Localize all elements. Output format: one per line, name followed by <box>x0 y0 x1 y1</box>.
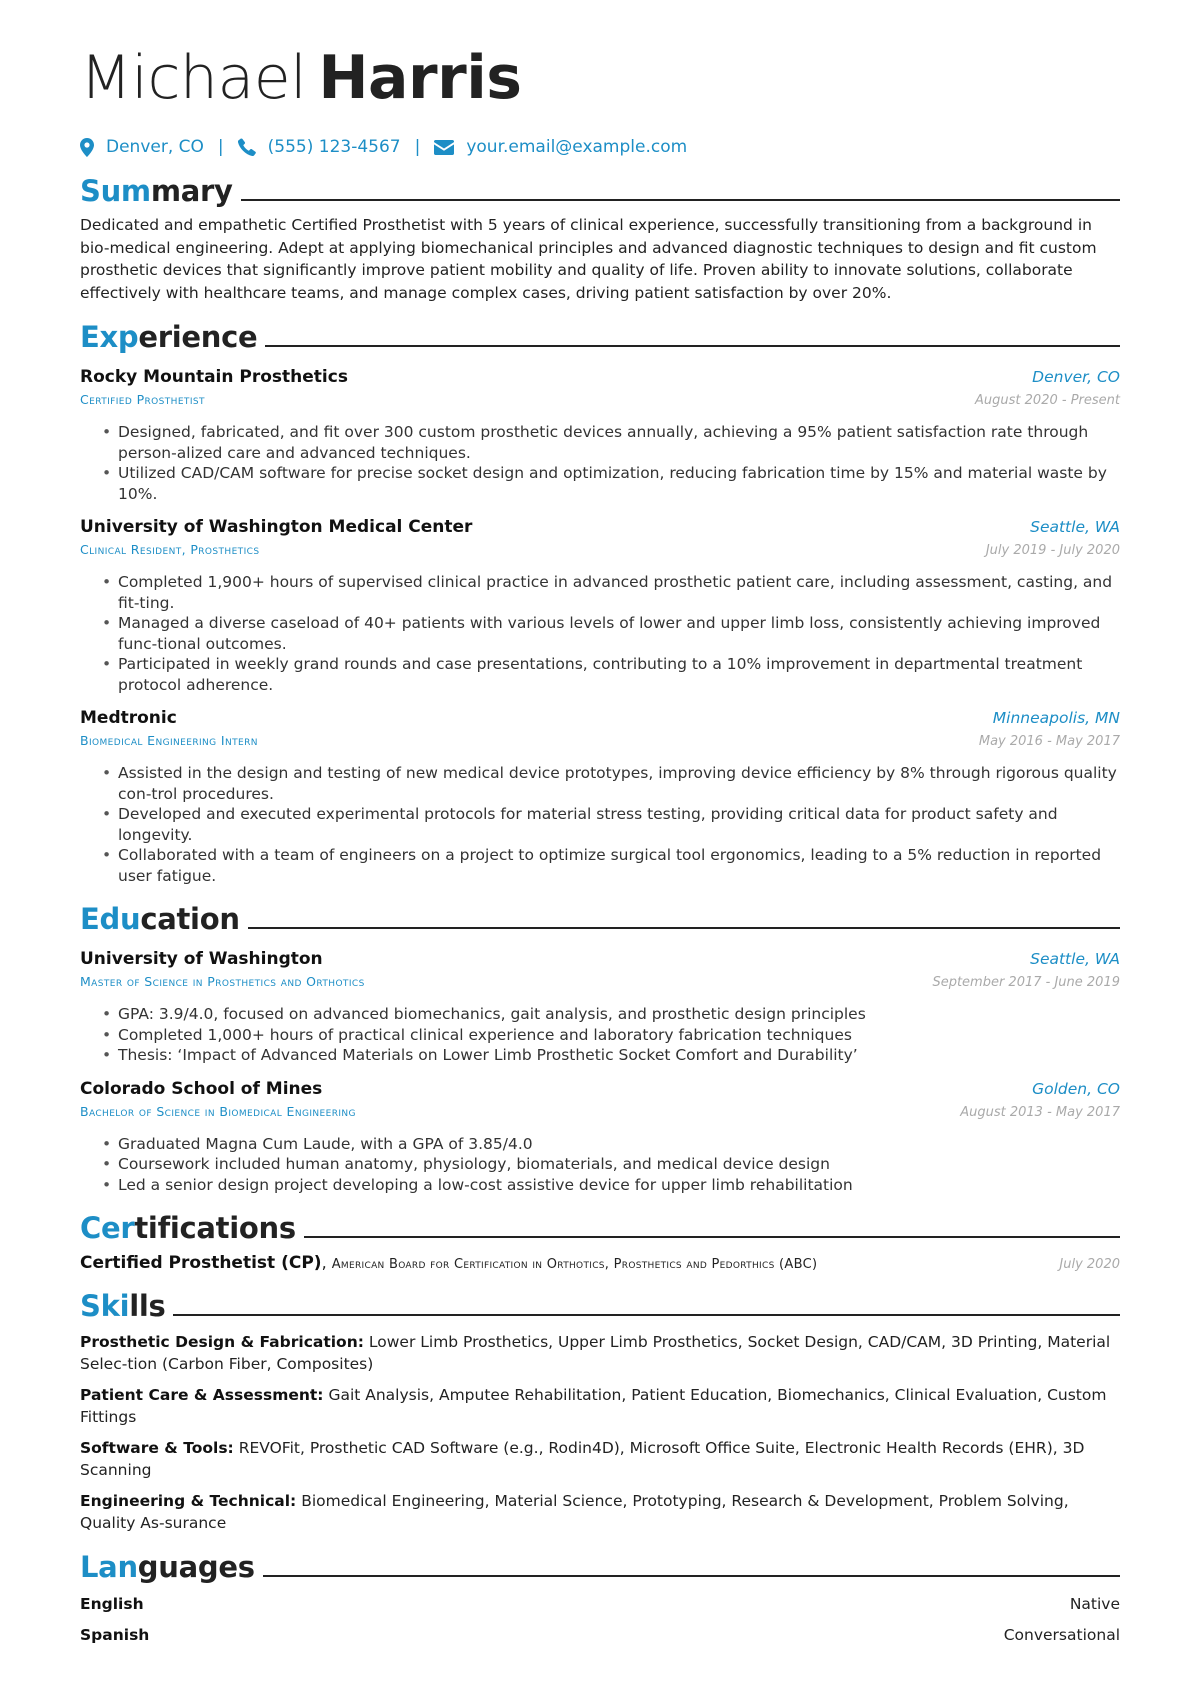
job-dates: July 2019 - July 2020 <box>985 543 1120 558</box>
job-dates: August 2020 - Present <box>975 393 1120 408</box>
skill-group <box>80 1490 1120 1534</box>
last-name: Harris <box>318 43 522 113</box>
experience-entry <box>80 514 1120 695</box>
section-rule <box>173 1314 1120 1316</box>
bullet-item: • Graduated Magna Cum Laude, with a GPA of 3.85/4.0 <box>102 1134 1120 1155</box>
bullet-item: • GPA: 3.9/4.0, focused on advanced biomechanics, gait analysis, and prosthetic design principles <box>102 1004 1120 1025</box>
bullet-item: • Thesis: ‘Impact of Advanced Materials on Lower Limb Prosthetic Socket Comfort and Durability’ <box>102 1045 1120 1066</box>
skill-group <box>80 1331 1120 1375</box>
section-rule <box>248 927 1120 929</box>
education-entry <box>80 946 1120 1066</box>
section-rule <box>263 1575 1120 1577</box>
map-pin-icon <box>80 138 94 157</box>
email-text: your.email@example.com <box>466 137 688 157</box>
experience-entry <box>80 364 1120 504</box>
language-name: English <box>80 1595 144 1613</box>
job-title: Clinical Resident, Prosthetics <box>80 542 260 557</box>
certifications-section <box>80 1207 1120 1273</box>
skill-label: Prosthetic Design & Fabrication: <box>80 1333 364 1351</box>
bullet-item: • Participated in weekly grand rounds and case presentations, contributing to a 10% improvement in departmental treatment protocol adherence. <box>102 654 1120 695</box>
bullet-list <box>102 1134 1120 1196</box>
degree: Master of Science in Prosthetics and Orthotics <box>80 974 365 989</box>
section-heading <box>80 1546 1120 1584</box>
employer-name: University of Washington Medical Center <box>80 517 473 537</box>
contact-line <box>80 134 1120 160</box>
section-heading <box>80 316 1120 354</box>
bullet-item: • Collaborated with a team of engineers on a project to optimize surgical tool ergonomics, leading to a 5% reduction in reported user fatigue. <box>102 845 1120 886</box>
experience-entry <box>80 705 1120 886</box>
contact-phone[interactable] <box>238 137 401 157</box>
bullet-list <box>102 422 1120 504</box>
skills-section <box>80 1285 1120 1534</box>
first-name: Michael <box>80 43 307 113</box>
summary-text: Dedicated and empathetic Certified Prosthetist with 5 years of clinical experience, successfully transitioning from a background in bio-medical engineering. Adept at applying biomechanical principles and advanced diagnostic techniques to design and fit custom prosthetic devices that significantly improve patient mobility and quality of life. Proven ability to innovate solutions, collaborate effectively with healthcare teams, and manage complex cases, driving patient satisfaction by over 20%. <box>80 216 1097 302</box>
employer-name: Rocky Mountain Prosthetics <box>80 367 348 387</box>
skill-label: Patient Care & Assessment: <box>80 1386 324 1404</box>
bullet-item: • Completed 1,000+ hours of practical clinical experience and laboratory fabrication techniques <box>102 1025 1120 1046</box>
skill-values: Biomedical Engineering, Material Science, Prototyping, Research & Development, Problem Solving, Quality As-surance <box>80 1492 1069 1532</box>
candidate-name <box>80 36 1120 120</box>
education-section <box>80 898 1120 1195</box>
degree: Bachelor of Science in Biomedical Engineering <box>80 1103 356 1119</box>
skill-label: Software & Tools: <box>80 1439 234 1457</box>
school-name: University of Washington <box>80 949 323 969</box>
bullet-item: • Designed, fabricated, and fit over 300 custom prosthetic devices annually, achieving a 95% patient satisfaction rate through person-alized care and advanced techniques. <box>102 422 1120 463</box>
certification-comma: , <box>321 1253 332 1272</box>
resume-page <box>80 36 1120 1646</box>
skill-values: REVOFit, Prosthetic CAD Software (e.g., Rodin4D), Microsoft Office Suite, Electronic Health Records (EHR), 3D Scanning <box>80 1439 1085 1479</box>
school-name: Colorado School of Mines <box>80 1078 323 1099</box>
languages-section <box>80 1546 1120 1646</box>
section-heading <box>80 170 1120 208</box>
job-location: Seattle, WA <box>1030 518 1120 536</box>
envelope-icon <box>434 140 454 155</box>
skill-group <box>80 1384 1120 1428</box>
section-heading <box>80 1207 1120 1245</box>
skill-values: Lower Limb Prosthetics, Upper Limb Prosthetics, Socket Design, CAD/CAM, 3D Printing, Material Selec-tion (Carbon Fiber, Composites) <box>80 1333 1111 1373</box>
section-title: Languages <box>80 1550 255 1584</box>
bullet-item: • Completed 1,900+ hours of supervised clinical practice in advanced prosthetic patient care, including assessment, casting, and fit-ting. <box>102 572 1120 613</box>
job-title: Certified Prosthetist <box>80 392 205 407</box>
bullet-item: • Managed a diverse caseload of 40+ patients with various levels of lower and upper limb loss, consistently achieving improved func-tional outcomes. <box>102 613 1120 654</box>
bullet-list <box>102 1004 1120 1066</box>
bullet-list <box>102 572 1120 695</box>
bullet-item: • Assisted in the design and testing of new medical device prototypes, improving device efficiency by 8% through rigorous quality con-trol procedures. <box>102 763 1120 804</box>
school-location: Golden, CO <box>1032 1079 1120 1098</box>
phone-text: (555) 123-4567 <box>267 137 401 157</box>
bullet-item: • Utilized CAD/CAM software for precise socket design and optimization, reducing fabrication time by 15% and material waste by 10%. <box>102 463 1120 504</box>
contact-separator: | <box>217 137 224 157</box>
section-rule <box>304 1236 1120 1238</box>
contact-location <box>80 137 204 157</box>
skill-group <box>80 1437 1120 1481</box>
job-location: Minneapolis, MN <box>992 709 1120 727</box>
bullet-item: • Developed and executed experimental protocols for material stress testing, providing critical data for product safety and longevity. <box>102 804 1120 845</box>
section-title: Education <box>80 902 240 936</box>
experience-section <box>80 316 1120 886</box>
language-entry <box>80 1594 1120 1615</box>
section-rule <box>241 199 1120 201</box>
certification-issuer: American Board for Certification in Orthotics, Prosthetics and Pedorthics (ABC) <box>331 1257 818 1272</box>
language-level: Conversational <box>1003 1626 1120 1644</box>
study-dates: August 2013 - May 2017 <box>960 1104 1120 1120</box>
contact-separator: | <box>414 137 421 157</box>
education-entry <box>80 1076 1120 1196</box>
section-title: Certifications <box>80 1211 296 1245</box>
bullet-list <box>102 763 1120 886</box>
summary-section <box>80 170 1120 304</box>
section-title: Skills <box>80 1289 166 1323</box>
school-location: Seattle, WA <box>1030 950 1120 968</box>
phone-icon <box>238 138 256 156</box>
employer-name: Medtronic <box>80 708 177 728</box>
section-heading <box>80 898 1120 936</box>
contact-email[interactable] <box>434 137 687 157</box>
bullet-item: • Coursework included human anatomy, physiology, biomaterials, and medical device design <box>102 1154 1120 1175</box>
section-heading <box>80 1285 1120 1323</box>
language-entry <box>80 1625 1120 1646</box>
section-title: Experience <box>80 320 258 354</box>
certification-entry <box>80 1253 1120 1273</box>
bullet-item: • Led a senior design project developing a low-cost assistive device for upper limb rehabilitation <box>102 1175 1120 1196</box>
section-title: Summary <box>80 174 233 208</box>
study-dates: September 2017 - June 2019 <box>932 975 1120 990</box>
certification-date: July 2020 <box>1059 1257 1120 1272</box>
language-level: Native <box>1069 1595 1120 1613</box>
job-title: Biomedical Engineering Intern <box>80 733 258 748</box>
certification-name: Certified Prosthetist (CP) <box>80 1253 322 1273</box>
section-rule <box>265 345 1120 347</box>
skill-values: Gait Analysis, Amputee Rehabilitation, Patient Education, Biomechanics, Clinical Evaluation, Custom Fittings <box>80 1386 1107 1426</box>
language-name: Spanish <box>80 1626 150 1644</box>
location-text: Denver, CO <box>106 137 204 157</box>
job-dates: May 2016 - May 2017 <box>978 734 1120 749</box>
job-location: Denver, CO <box>1032 368 1120 386</box>
skill-label: Engineering & Technical: <box>80 1492 297 1510</box>
